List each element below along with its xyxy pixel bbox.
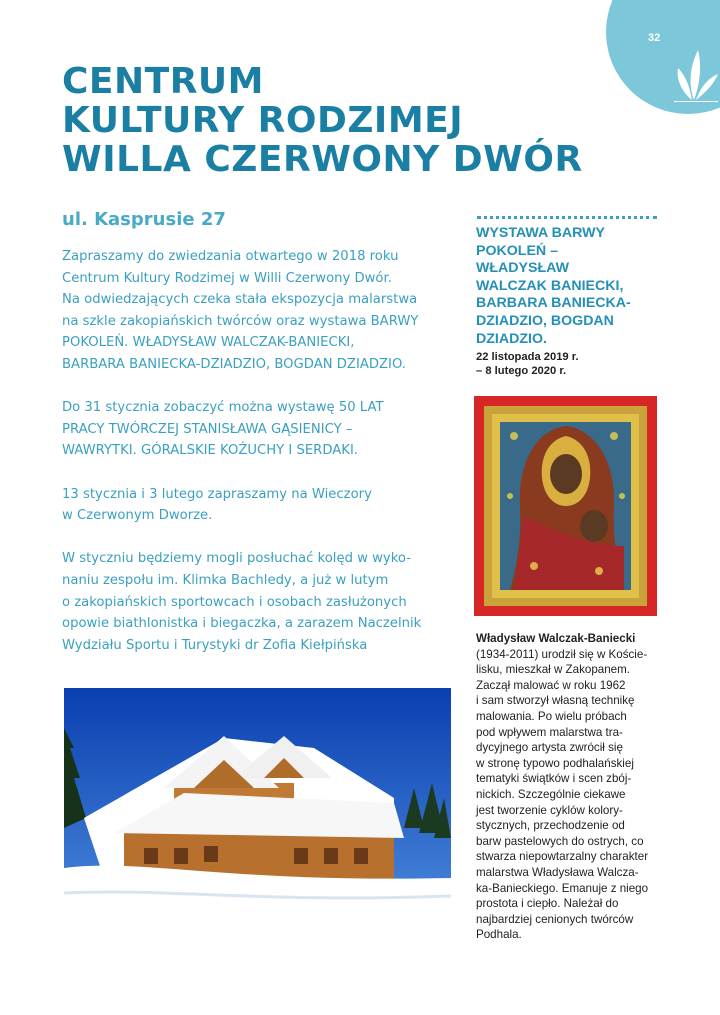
text-line: 13 stycznia i 3 lutego zapraszamy na Wieczory xyxy=(62,486,372,502)
bio-line: najbardziej cenionych twórców xyxy=(476,912,634,926)
address: ul. Kasprusie 27 xyxy=(62,209,226,230)
bio-line: prostota i ciepło. Należał do xyxy=(476,897,619,911)
text-line: o zakopiańskich sportowcach i osobach zasłużonych xyxy=(62,594,407,610)
exhibition-title-line: WYSTAWA BARWY xyxy=(476,225,605,241)
paragraph xyxy=(62,246,457,376)
exhibition-title-line: BARBARA BANIECKA- xyxy=(476,295,631,312)
bio-line: stycznych, przechodzenie od xyxy=(476,819,625,833)
bio-line: w stronę typowo podhalańskiej xyxy=(476,756,634,770)
page-title xyxy=(62,62,662,179)
bio-line: jest tworzenie cyklów kolory- xyxy=(476,803,623,817)
text-line: na szkle zakopiańskich twórców oraz wystawa BARWY xyxy=(62,313,419,329)
leaf-logo-icon xyxy=(668,44,720,102)
exhibition-title-line: DZIADZIO. xyxy=(476,330,547,347)
artist-bio xyxy=(476,631,661,943)
article-body xyxy=(62,246,457,678)
paragraph xyxy=(62,397,457,462)
bio-line: malarstwa Władysława Walcza- xyxy=(476,865,639,879)
text-line: naniu zespołu im. Klimka Bachledy, a już w lutym xyxy=(62,572,389,588)
artist-name: Władysław Walczak-Baniecki xyxy=(476,632,636,645)
title-line: KULTURY RODZIMEJ xyxy=(62,100,464,141)
text-line: W styczniu będziemy mogli posłuchać kolęd w wyko- xyxy=(62,551,411,567)
text-line: WAWRYTKI. GÓRALSKIE KOŻUCHY I SERDAKI. xyxy=(62,443,359,459)
text-line: Centrum Kultury Rodzimej w Willi Czerwony Dwór. xyxy=(62,270,392,286)
bio-line: pod wpływem malarstwa tra- xyxy=(476,725,623,739)
title-line: CENTRUM xyxy=(62,61,264,102)
bio-line: stwarza niepowtarzalny charakter xyxy=(476,850,649,864)
text-line: BARBARA BANIECKA-DZIADZIO, BOGDAN DZIADZIO. xyxy=(62,356,406,372)
section-divider xyxy=(477,216,657,219)
exhibition-title-line: WALCZAK BANIECKI, xyxy=(476,277,624,294)
icon-painting-image xyxy=(474,396,657,616)
bio-line: dycyjnego artysta zwrócił się xyxy=(476,741,623,755)
page-number: 32 xyxy=(648,32,661,44)
villa-photo xyxy=(64,688,451,938)
exhibition-title-line: WŁADYSŁAW xyxy=(476,260,569,277)
date-line: 22 listopada 2019 r. xyxy=(476,351,579,363)
text-line: opowie biathlonistka i biegaczka, a zarazem Naczelnik xyxy=(62,616,422,632)
text-line: POKOLEŃ. WŁADYSŁAW WALCZAK-BANIECKI, xyxy=(62,335,355,351)
exhibition-title-line: DZIADZIO, BOGDAN xyxy=(476,312,614,329)
text-line: Do 31 stycznia zobaczyć można wystawę 50 LAT xyxy=(62,400,384,416)
bio-line: nickich. Szczególnie ciekawe xyxy=(476,787,626,801)
bio-line: Zaczął malować w roku 1962 xyxy=(476,678,626,692)
text-line: Wydziału Sportu i Turystyki dr Zofia Kiełpińska xyxy=(62,637,368,653)
title-line: WILLA CZERWONY DWÓR xyxy=(62,139,583,180)
text-line: PRACY TWÓRCZEJ STANISŁAWA GĄSIENICY – xyxy=(62,421,353,437)
date-line: – 8 lutego 2020 r. xyxy=(476,365,567,377)
bio-line: Podhala. xyxy=(476,928,522,942)
exhibition-title xyxy=(476,225,661,348)
bio-line: malowania. Po wielu próbach xyxy=(476,709,627,723)
paragraph xyxy=(62,484,457,527)
text-line: w Czerwonym Dworze. xyxy=(62,508,213,524)
exhibition-dates xyxy=(476,350,579,378)
text-line: Na odwiedzających czeka stała ekspozycja malarstwa xyxy=(62,292,418,308)
bio-line: i sam stworzył własną technikę xyxy=(476,694,635,708)
bio-line: ka-Banieckiego. Emanuje z niego xyxy=(476,881,649,895)
paragraph xyxy=(62,548,457,656)
bio-line: barw pastelowych do ostrych, co xyxy=(476,834,644,848)
bio-line: (1934-2011) urodził się w Koście- xyxy=(476,647,648,661)
bio-line: lisku, mieszkał w Zakopanem. xyxy=(476,663,630,677)
bio-line: tematyki świątków i scen zbój- xyxy=(476,772,632,786)
exhibition-title-line: POKOLEŃ – xyxy=(476,242,558,259)
text-line: Zapraszamy do zwiedzania otwartego w 2018 roku xyxy=(62,249,399,264)
